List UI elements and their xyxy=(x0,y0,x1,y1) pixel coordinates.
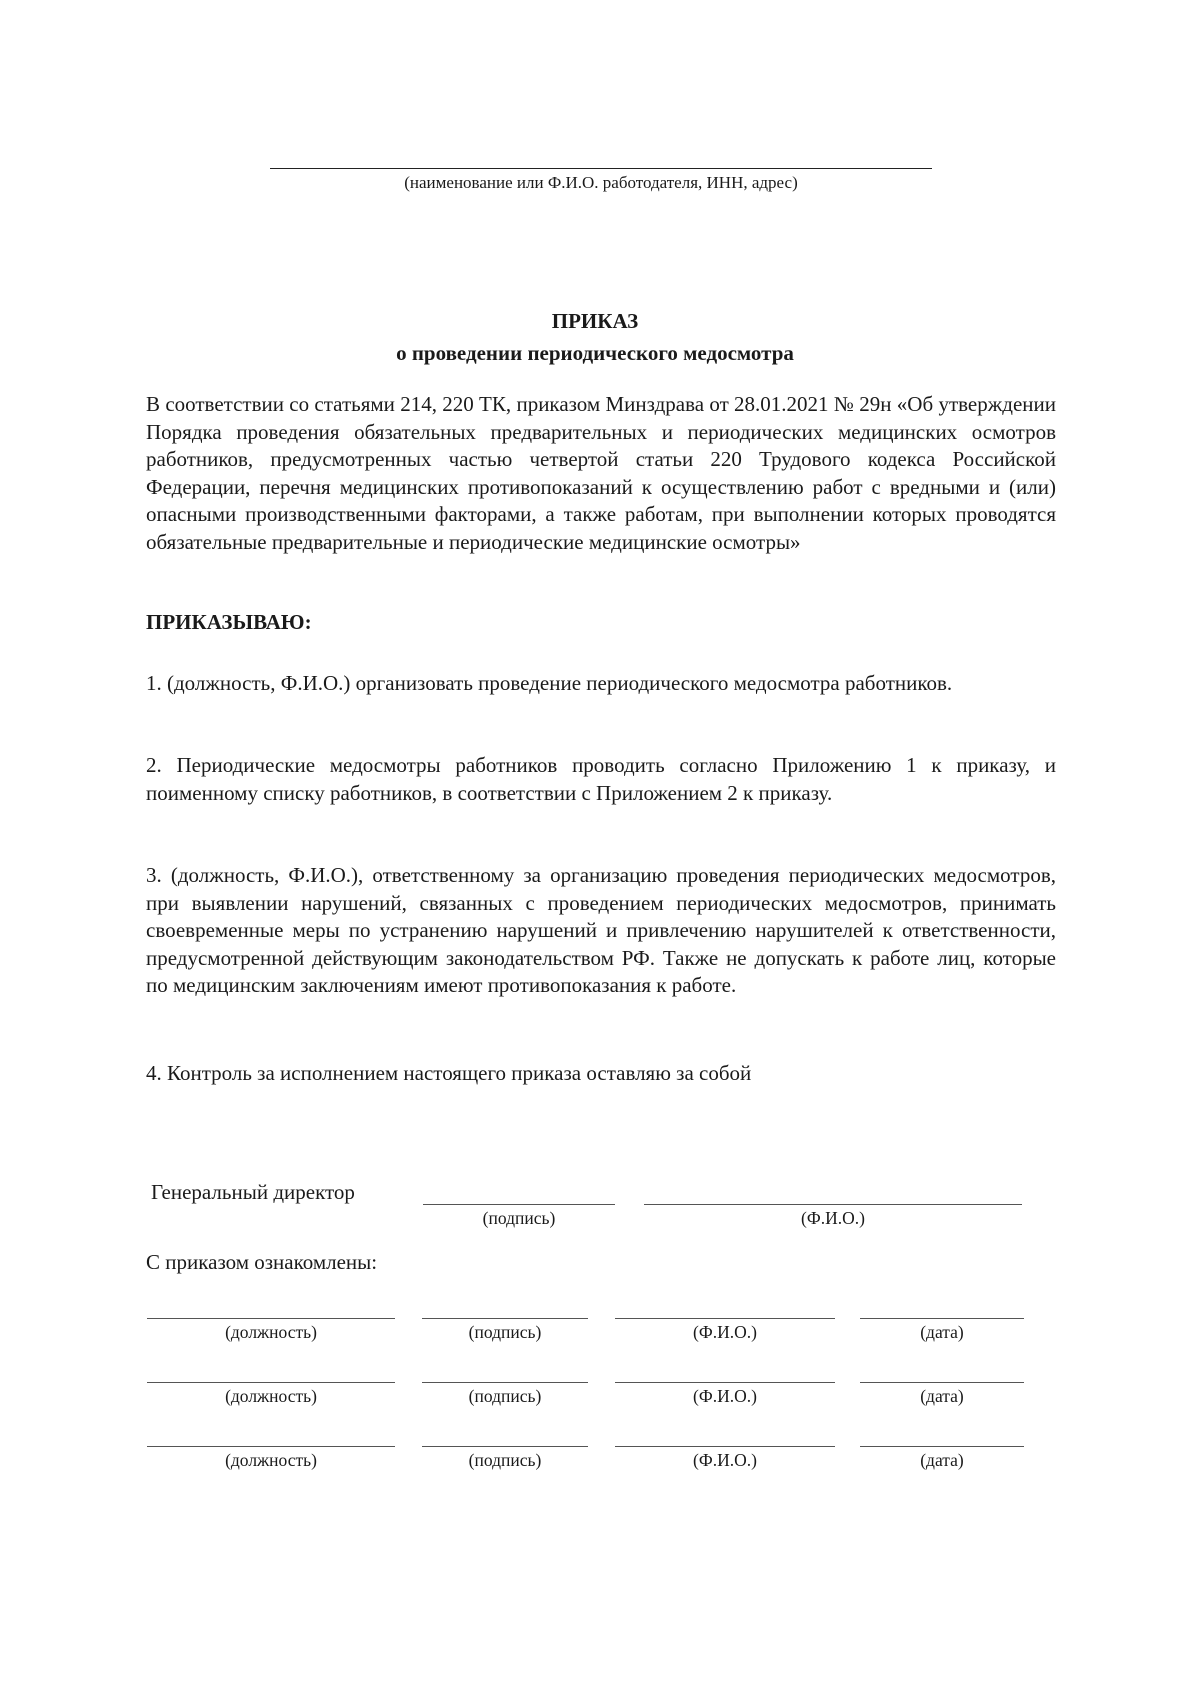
name-caption: (Ф.И.О.) xyxy=(693,1386,757,1406)
name-caption: (Ф.И.О.) xyxy=(693,1450,757,1470)
position-line xyxy=(147,1318,395,1319)
director-name-caption: (Ф.И.О.) xyxy=(801,1208,865,1228)
position-line xyxy=(147,1446,395,1447)
order-item-4: 4. Контроль за исполнением настоящего приказа оставляю за собой xyxy=(146,1061,752,1085)
date-line xyxy=(860,1382,1024,1383)
signature-line xyxy=(422,1318,588,1319)
title-subtitle: о проведении периодического медосмотра xyxy=(396,341,794,365)
position-caption: (должность) xyxy=(225,1322,317,1342)
director-signature-line xyxy=(423,1204,615,1205)
acknowledgment-label: С приказом ознакомлены: xyxy=(146,1250,378,1274)
name-line xyxy=(615,1382,835,1383)
document-title xyxy=(0,305,1190,369)
position-caption: (должность) xyxy=(225,1450,317,1470)
director-signature-caption: (подпись) xyxy=(482,1208,556,1228)
date-line xyxy=(860,1446,1024,1447)
director-label: Генеральный директор xyxy=(151,1180,355,1204)
signature-caption: (подпись) xyxy=(468,1322,542,1342)
preamble-paragraph: В соответствии со статьями 214, 220 ТК, приказом Минздрава от 28.01.2021 № 29н «Об утверждении Порядка проведения обязательных предварительных и периодических медицинских осмотров работников, предусмотренных частью четвертой статьи 220 Трудового кодекса Российской Федерации, перечня медицинских противопоказаний к осуществлению работ с вредными и (или) опасными производственными факторами, а также работам, при выполнении которых проводятся обязательные предварительные и периодические медицинские осмотры» xyxy=(146,392,1056,554)
signature-line xyxy=(422,1382,588,1383)
signature-caption: (подпись) xyxy=(468,1386,542,1406)
position-line xyxy=(147,1382,395,1383)
date-caption: (дата) xyxy=(920,1386,964,1406)
employer-caption: (наименование или Ф.И.О. работодателя, ИНН, адрес) xyxy=(404,173,798,192)
name-line xyxy=(615,1318,835,1319)
order-item-3: 3. (должность, Ф.И.О.), ответственному за организацию проведения периодических медосмотров, при выявлении нарушений, связанных с проведением периодических медосмотров, принимать своевременные меры по устранению нарушений и привлечению нарушителей к ответственности, предусмотренной действующим законодательством РФ. Также не допускать к работе лиц, которые по медицинским заключениям имеют противопоказания к работе. xyxy=(146,863,1056,997)
date-caption: (дата) xyxy=(920,1322,964,1342)
order-item-1: 1. (должность, Ф.И.О.) организовать проведение периодического медосмотра работников. xyxy=(146,671,953,695)
date-caption: (дата) xyxy=(920,1450,964,1470)
signature-caption: (подпись) xyxy=(468,1450,542,1470)
director-name-line xyxy=(644,1204,1022,1205)
name-caption: (Ф.И.О.) xyxy=(693,1322,757,1342)
signature-line xyxy=(422,1446,588,1447)
order-heading: ПРИКАЗЫВАЮ: xyxy=(146,610,312,634)
title-main: ПРИКАЗ xyxy=(551,309,639,333)
name-line xyxy=(615,1446,835,1447)
employer-fill-line xyxy=(270,168,932,169)
position-caption: (должность) xyxy=(225,1386,317,1406)
date-line xyxy=(860,1318,1024,1319)
order-item-2: 2. Периодические медосмотры работников проводить согласно Приложению 1 к приказу, и поименному списку работников, в соответствии с Приложением 2 к приказу. xyxy=(146,753,1056,805)
